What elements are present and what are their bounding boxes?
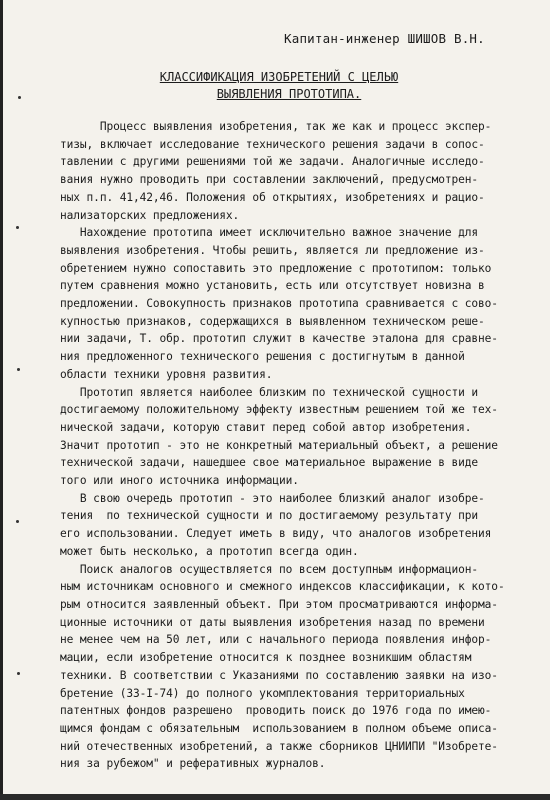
margin-dot xyxy=(16,226,19,229)
paragraph-3: Прототип является наиболее близким по технической сущности и достигаемому положительному эффекту известным решением той же тех- нической задачи, которую ставит перед собой автор изобретения. Значит прототип - это не конкретный материальный объект, а решение технической задачи, нашедшее свое материальное выражение в виде того или иного источника информации. xyxy=(60,385,498,488)
margin-dot xyxy=(18,96,21,99)
author-line: Капитан-инженер ШИШОВ В.Н. xyxy=(284,31,485,46)
scan-bottom-edge xyxy=(0,794,550,800)
margin-dot xyxy=(17,368,20,371)
margin-dot xyxy=(17,672,20,675)
paragraph-4: В свою очередь прототип - это наиболее близкий аналог изобре- тения по технической сущности и по достигаемому результату при его использовании. Следует иметь в виду, что аналогов изобретения может быть несколько, а прототип всегда один. xyxy=(60,491,492,558)
paragraph-2: Нахождение прототипа имеет исключительно важное значение для выявления изобретения. Чтобы решить, является ли предложение из- обретением нужно сопоставить это предложение с прототипом: только путем сравнения можно установить, есть или отсутствует новизна в предложении. Совокупность признаков прототипа сравнивается с сово- купностью признаков, содержащихся в выявленном техническом реше- нии задачи, Т. обр. прототип служит в качестве эталона для сравне- ния предложенного технического решения с достигнутым в данной области техники уровня развития. xyxy=(60,226,498,381)
paragraph-1: Процесс выявления изобретения, так же как и процесс экспер- тизы, включает исследование технического решения задачи в сопос- тавлении с другими решениями той же задачи. Аналогичные исследо- вания нужно проводить при составлении заключений, предусмотрен- ных п.п. 41,42,46. Положения об открытиях, изобретениях и рацио- нализаторских предложениях. xyxy=(60,120,492,222)
paragraph-5: Поиск аналогов осуществляется по всем доступным информацион- ным источникам основного и смежного индексов классификации, к кото- рым относится заявленный объект. При этом просматриваются информа- ционные источники от даты выявления изобретения назад по времени не менее чем на 50 лет, или с начального периода появления инфор- мации, если изобретение относится к позднее возникшим областям техники. В соответствии с Указаниями по составлению заявки на изо- бретение (33-I-74) до полного укомплектования территориальных патентных фондов разрешено проводить поиск до 1976 года по имею- щимся фондам с обязательным использованием в полном объеме описа- ний отечественных изобретений, а также сборников ЦНИИПИ "Изобрете- ния за рубежом" и реферативных журналов. xyxy=(60,562,505,771)
title-line-1: КЛАССИФИКАЦИЯ ИЗОБРЕТЕНИЙ С ЦЕЛЬЮ xyxy=(159,70,399,84)
margin-dot xyxy=(16,520,19,523)
document-body xyxy=(60,118,540,773)
document-title xyxy=(0,69,550,103)
scan-left-edge xyxy=(0,0,3,800)
title-line-2: ВЫЯВЛЕНИЯ ПРОТОТИПА. xyxy=(216,87,362,101)
